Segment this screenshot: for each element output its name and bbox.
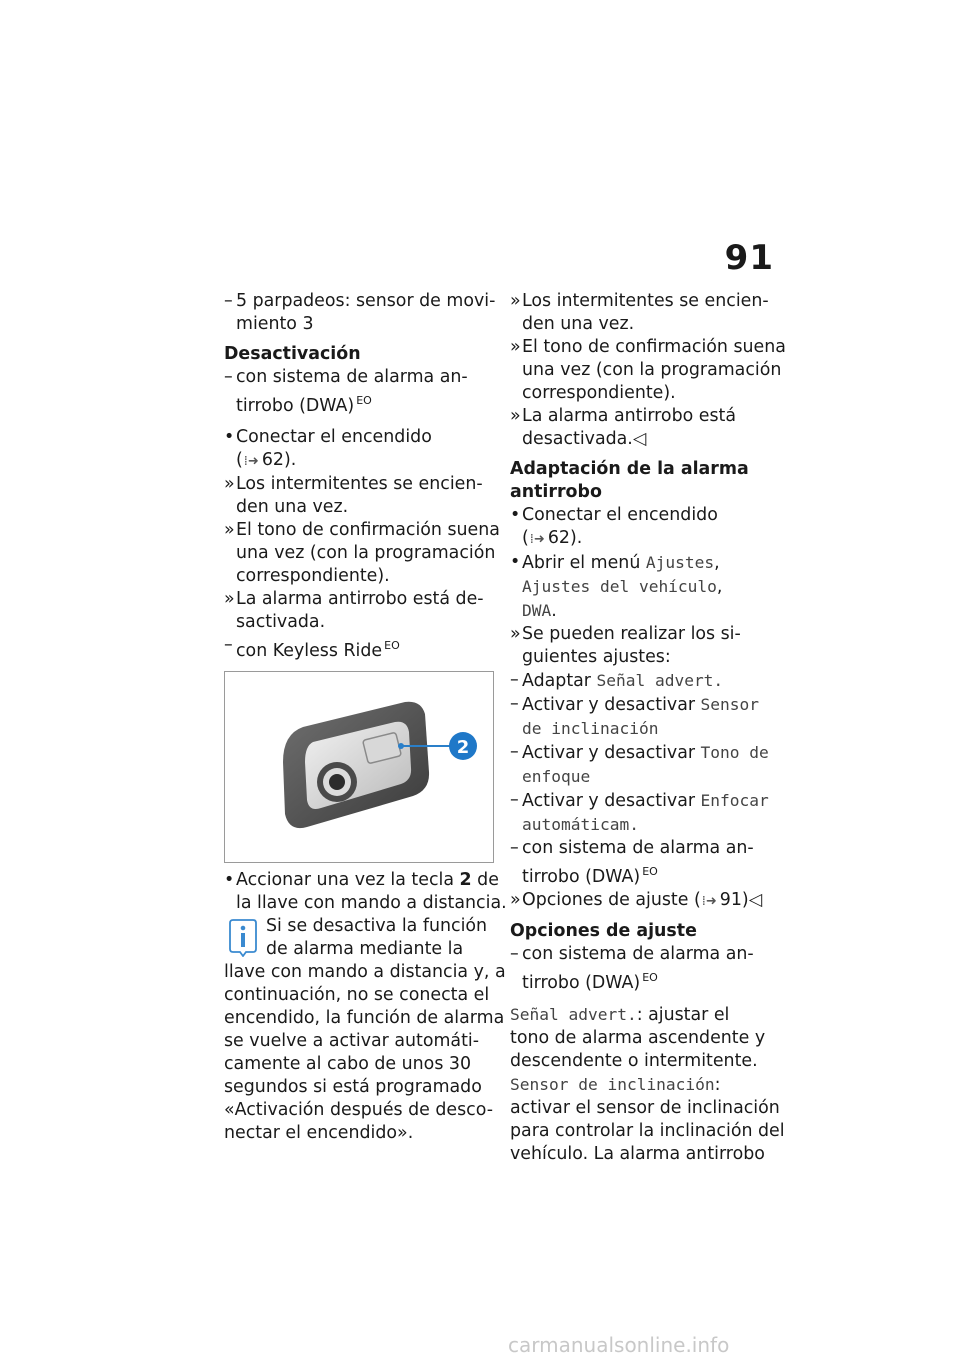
list-item: – 5 parpadeos: sensor de movi- <box>224 291 496 311</box>
result-item: » La alarma antirrobo está <box>510 406 737 426</box>
list-item: – Adaptar Señal advert. <box>510 670 724 691</box>
section-heading-adaptacion: Adaptación de la alarma antirrobo <box>510 459 749 502</box>
page-reference-arrow-icon: ⁞➜ <box>529 532 545 547</box>
page-number: 91 <box>724 238 774 278</box>
result-item: » El tono de confirmación suena <box>510 337 786 357</box>
list-item: – Activar y desactivar Enfocar <box>510 790 769 811</box>
list-item: – Activar y desactivar Sensor <box>510 694 760 715</box>
page-reference-arrow-icon: ⁞➜ <box>701 894 717 909</box>
list-item: – con sistema de alarma an- <box>224 367 468 387</box>
bullet-item: • Conectar el encendido <box>224 427 432 447</box>
list-item: – con sistema de alarma an- <box>510 838 754 858</box>
end-marker-icon: ◁ <box>632 429 647 449</box>
bullet-item: • Abrir el menú Ajustes, <box>510 552 720 573</box>
result-item: » El tono de confirmación suena <box>224 520 500 540</box>
right-column: » Los intermitentes se encien- den una vez. » El tono de confirmación suena una vez (con la programación correspondiente). » La alarma antirrobo está desactivada.◁ Adaptación de la alarma antirrobo • Conectar el encendido (⁞➜ 62). • Abrir el menú Ajustes, Ajustes del vehículo, DWA. » Se pueden realizar los si- guientes ajustes: – Adaptar Señal advert. – Activar y desactivar Sensor de inclinación – Activar y desactivar Tono de enfoque – Activar y desactivar Enfocar automáticam. – con sistema de alarma an- tirrobo (DWA) $^{EO}$ » Opciones de ajuste (⁞➜ 91)◁ Opciones de ajuste – con sistema de alarma an- tirrobo (DWA) $^{EO}$ Señal advert.: ajustar el tono de alarma ascendente y descendente o intermitente. Sensor de inclinación: activar el sensor de inclinación para controlar la inclinación del vehículo. La alarma antirrobo <box>510 291 786 1164</box>
info-icon <box>226 919 260 957</box>
watermark: carmanualsonline.info <box>508 1333 730 1357</box>
key-fob-illustration <box>224 671 494 863</box>
section-heading-opciones: Opciones de ajuste <box>510 921 697 941</box>
result-item: » La alarma antirrobo está de- <box>224 589 484 609</box>
key-fob-icon <box>225 672 493 862</box>
section-heading-desactivacion: Desactivación <box>224 344 361 364</box>
bullet-item: • Conectar el encendido <box>510 505 718 525</box>
list-item: – Activar y desactivar Tono de <box>510 742 769 763</box>
info-note: Si se desactiva la función de alarma mediante la llave con mando a distancia y, a continuación, no se conecta el encendido, la función de alarma se vuelve a activar automáti- camente al cabo de unos 30 segundos si está programado «Activación después de desco- nectar el encendido». <box>224 916 506 1143</box>
list-item: – con sistema de alarma an- <box>510 944 754 964</box>
bullet-item: • Accionar una vez la tecla 2 de <box>224 870 499 890</box>
result-item: » Los intermitentes se encien- <box>224 474 483 494</box>
page-reference-arrow-icon: ⁞➜ <box>243 454 259 469</box>
result-item: » Se pueden realizar los si- <box>510 624 741 644</box>
left-column: – 5 parpadeos: sensor de movi- miento 3 Desactivación – con sistema de alarma an- tirrobo (DWA) $^{EO}$ • Conectar el encendido (⁞➜ 62). » Los intermitentes se encien- den una vez. » El tono de confirmación suena una vez (con la programación correspondiente). » La alarma antirrobo está de- sactivada. – con Keyless Ride $^{EO}$ 2 • Accionar una vez la tecla 2 de la llave con mando a distancia. Si se desactiva la función de alarma mediante la llave con mando a distancia y, a continuación, no se conecta el encendido, la función de alarma se vuelve a activar automáti- camente al cabo de unos 30 segundos si está programado «Activación después de desco- nectar el encendido». <box>224 291 507 1143</box>
list-item: – con Keyless Ride $^{EO}$ <box>224 635 400 661</box>
end-marker-icon: ◁ <box>748 890 763 910</box>
result-item: » Opciones de ajuste (⁞➜ 91)◁ <box>510 889 780 913</box>
result-item: » Los intermitentes se encien- <box>510 291 769 311</box>
paragraph: Señal advert.: ajustar el <box>510 1005 730 1025</box>
paragraph: Sensor de inclinación: <box>510 1075 721 1095</box>
callout-2: 2 <box>456 737 470 758</box>
